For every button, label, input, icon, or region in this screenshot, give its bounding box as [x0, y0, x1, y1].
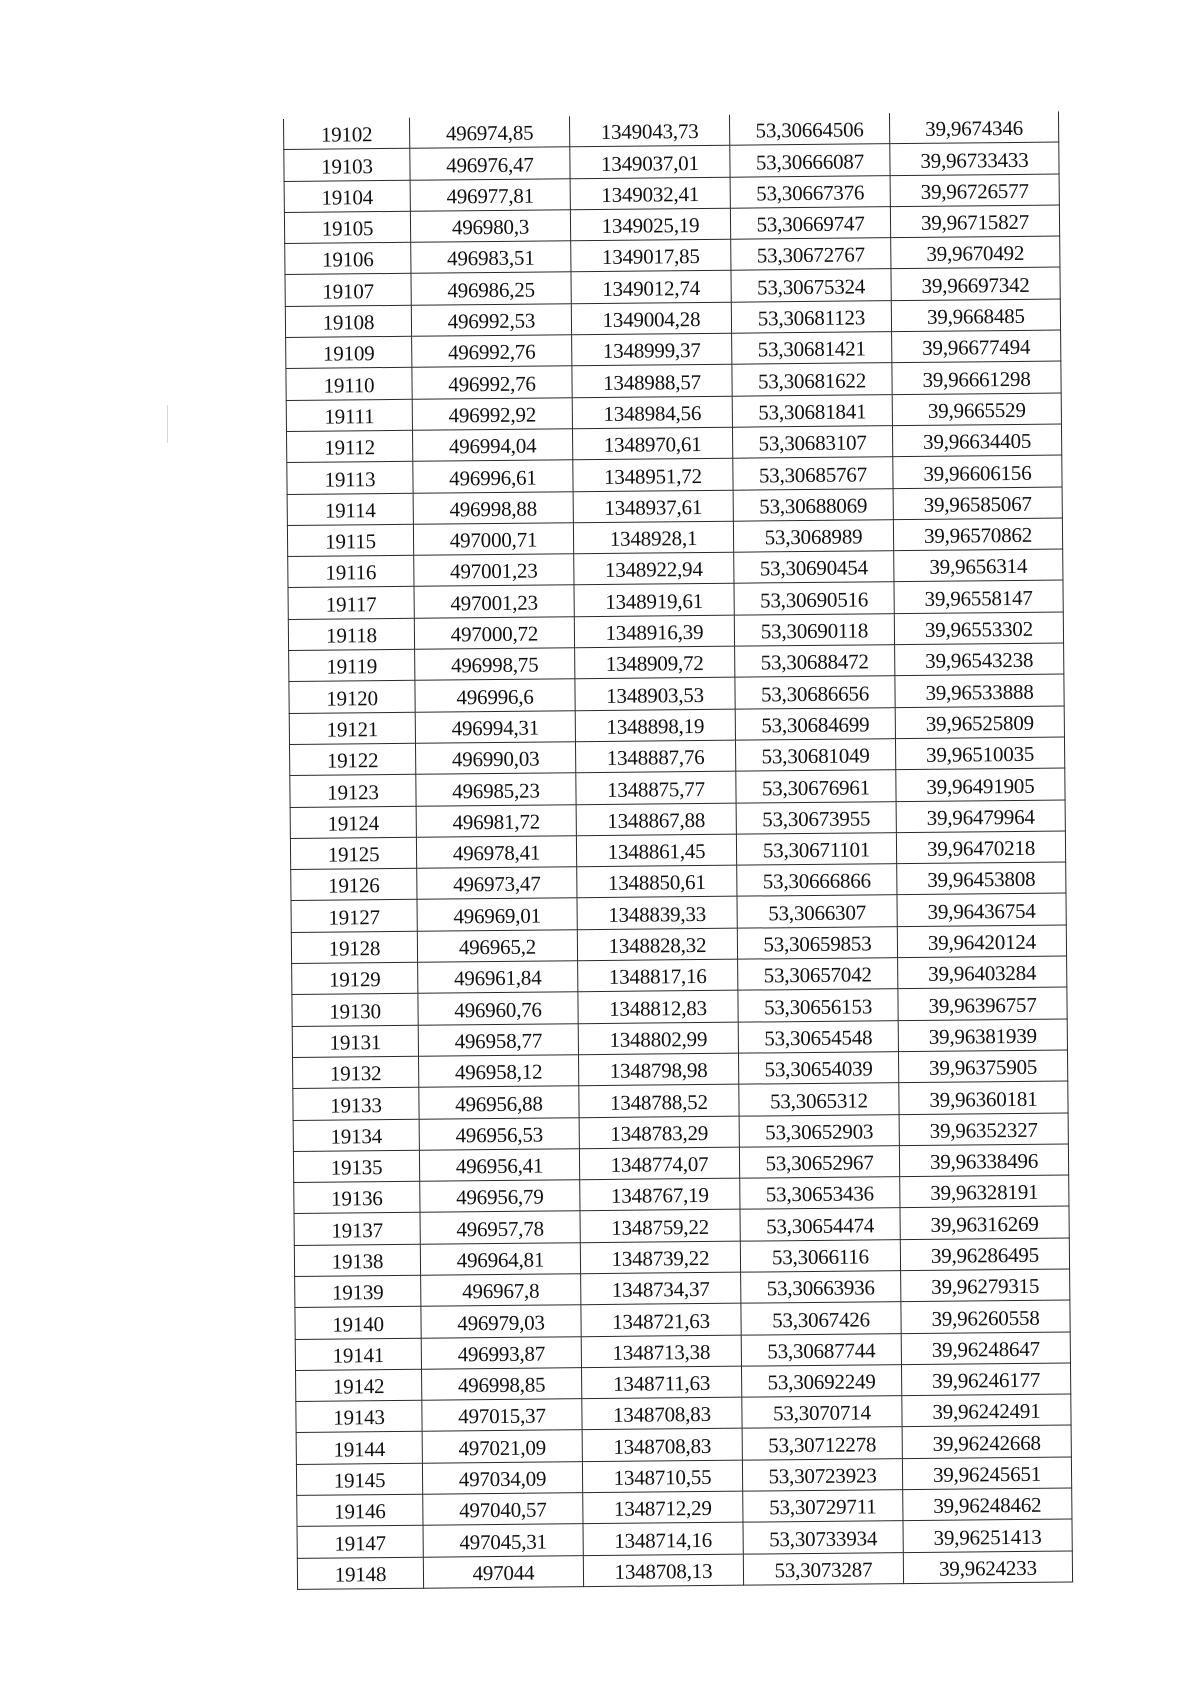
table-row: [297, 1551, 1072, 1590]
x-coordinate-cell: 497001,23: [414, 554, 574, 587]
point-number-cell: 19124: [290, 806, 416, 839]
x-coordinate-cell: 496956,79: [420, 1180, 580, 1213]
longitude-cell: 39,96715827: [890, 205, 1059, 238]
x-coordinate-cell: 496973,47: [417, 867, 577, 900]
x-coordinate-cell: 496998,75: [415, 648, 575, 681]
latitude-cell: 53,30657042: [738, 958, 898, 991]
x-coordinate-cell: 496974,85: [409, 116, 569, 148]
y-coordinate-cell: 1348708,83: [582, 1429, 742, 1462]
latitude-cell: 53,30681421: [732, 332, 892, 365]
latitude-cell: 53,30692249: [741, 1364, 901, 1397]
x-coordinate-cell: 496956,41: [419, 1148, 579, 1181]
y-coordinate-cell: 1348861,45: [576, 834, 736, 867]
longitude-cell: 39,96338496: [899, 1144, 1068, 1177]
latitude-cell: 53,30690454: [734, 551, 894, 584]
latitude-cell: 53,30687744: [741, 1333, 901, 1366]
x-coordinate-cell: 496964,81: [420, 1242, 580, 1275]
x-coordinate-cell: 496994,04: [412, 429, 572, 462]
latitude-cell: 53,30681049: [735, 739, 895, 772]
y-coordinate-cell: 1348898,19: [575, 709, 735, 742]
y-coordinate-cell: 1348767,19: [580, 1178, 740, 1211]
latitude-cell: 53,30652967: [739, 1145, 899, 1178]
x-coordinate-cell: 496992,53: [411, 304, 571, 337]
x-coordinate-cell: 496958,12: [419, 1055, 579, 1088]
x-coordinate-cell: 496980,3: [410, 210, 570, 243]
y-coordinate-cell: 1348916,39: [574, 615, 734, 648]
x-coordinate-cell: 497044: [423, 1555, 583, 1588]
latitude-cell: 53,3067426: [741, 1302, 901, 1335]
longitude-cell: 39,96396757: [898, 987, 1067, 1020]
y-coordinate-cell: 1349032,41: [570, 177, 730, 210]
y-coordinate-cell: 1348937,61: [573, 490, 733, 523]
latitude-cell: 53,30652903: [739, 1114, 899, 1147]
latitude-cell: 53,30686656: [735, 676, 895, 709]
y-coordinate-cell: 1348708,83: [582, 1397, 742, 1430]
y-coordinate-cell: 1348788,52: [579, 1084, 739, 1117]
longitude-cell: 39,96661298: [892, 361, 1061, 394]
point-number-cell: 19118: [288, 618, 414, 651]
longitude-cell: 39,96242491: [902, 1394, 1071, 1427]
point-number-cell: 19141: [295, 1338, 421, 1371]
point-number-cell: 19146: [297, 1494, 423, 1527]
y-coordinate-cell: 1348984,56: [572, 396, 732, 429]
latitude-cell: 53,30688472: [735, 645, 895, 678]
y-coordinate-cell: 1348999,37: [572, 333, 732, 366]
y-coordinate-cell: 1348802,99: [578, 1022, 738, 1055]
latitude-cell: 53,30723923: [742, 1458, 902, 1491]
y-coordinate-cell: 1348708,13: [583, 1554, 743, 1587]
point-number-cell: 19108: [285, 305, 411, 338]
latitude-cell: 53,30676961: [736, 770, 896, 803]
longitude-cell: 39,96251413: [903, 1519, 1072, 1552]
latitude-cell: 53,3070714: [742, 1396, 902, 1429]
y-coordinate-cell: 1348710,55: [582, 1460, 742, 1493]
longitude-cell: 39,96634405: [892, 424, 1061, 457]
point-number-cell: 19127: [291, 900, 417, 933]
y-coordinate-cell: 1348922,94: [574, 552, 734, 585]
y-coordinate-cell: 1348798,98: [578, 1053, 738, 1086]
point-number-cell: 19102: [283, 118, 409, 150]
x-coordinate-cell: 497034,09: [422, 1461, 582, 1494]
x-coordinate-cell: 497000,71: [413, 523, 573, 556]
latitude-cell: 53,30733934: [743, 1521, 903, 1554]
point-number-cell: 19134: [293, 1119, 419, 1152]
latitude-cell: 53,30654474: [740, 1208, 900, 1241]
longitude-cell: 39,96352327: [899, 1113, 1068, 1146]
x-coordinate-cell: 496958,77: [418, 1023, 578, 1056]
point-number-cell: 19143: [296, 1400, 422, 1433]
y-coordinate-cell: 1348951,72: [573, 458, 733, 491]
latitude-cell: 53,30666087: [730, 144, 890, 177]
x-coordinate-cell: 497045,31: [423, 1524, 583, 1557]
x-coordinate-cell: 496986,25: [411, 272, 571, 305]
point-number-cell: 19129: [292, 962, 418, 995]
latitude-cell: 53,30654039: [738, 1052, 898, 1085]
latitude-cell: 53,30690118: [734, 613, 894, 646]
y-coordinate-cell: 1348970,61: [572, 427, 732, 460]
y-coordinate-cell: 1349017,85: [571, 239, 731, 272]
latitude-cell: 53,30654548: [738, 1020, 898, 1053]
x-coordinate-cell: 496993,87: [421, 1336, 581, 1369]
longitude-cell: 39,96248462: [903, 1488, 1072, 1521]
latitude-cell: 53,30669747: [730, 207, 890, 240]
point-number-cell: 19131: [292, 1025, 418, 1058]
latitude-cell: 53,30667376: [730, 175, 890, 208]
point-number-cell: 19139: [295, 1275, 421, 1308]
x-coordinate-cell: 496957,78: [420, 1211, 580, 1244]
x-coordinate-cell: 496956,53: [419, 1117, 579, 1150]
point-number-cell: 19138: [294, 1244, 420, 1277]
point-number-cell: 19133: [293, 1087, 419, 1120]
longitude-cell: 39,96436754: [897, 893, 1066, 926]
latitude-cell: 53,3065312: [739, 1083, 899, 1116]
x-coordinate-cell: 496978,41: [416, 836, 576, 869]
y-coordinate-cell: 1348774,07: [579, 1147, 739, 1180]
x-coordinate-cell: 496983,51: [411, 241, 571, 274]
longitude-cell: 39,96286495: [900, 1238, 1069, 1271]
longitude-cell: 39,96375905: [898, 1050, 1067, 1083]
longitude-cell: 39,96697342: [891, 268, 1060, 301]
longitude-cell: 39,96453808: [897, 862, 1066, 895]
latitude-cell: 53,30663936: [741, 1271, 901, 1304]
point-number-cell: 19144: [296, 1432, 422, 1465]
x-coordinate-cell: 496985,23: [416, 773, 576, 806]
x-coordinate-cell: 496996,61: [413, 460, 573, 493]
x-coordinate-cell: 496998,88: [413, 491, 573, 524]
longitude-cell: 39,96248647: [901, 1332, 1070, 1365]
y-coordinate-cell: 1348817,16: [578, 959, 738, 992]
point-number-cell: 19113: [287, 462, 413, 495]
longitude-cell: 39,96570862: [893, 518, 1062, 551]
x-coordinate-cell: 496976,47: [410, 147, 570, 180]
longitude-cell: 39,96553302: [894, 612, 1063, 645]
longitude-cell: 39,96677494: [892, 330, 1061, 363]
point-number-cell: 19121: [289, 712, 415, 745]
point-number-cell: 19136: [294, 1181, 420, 1214]
latitude-cell: 53,30653436: [740, 1177, 900, 1210]
point-number-cell: 19132: [293, 1056, 419, 1089]
point-number-cell: 19137: [294, 1213, 420, 1246]
x-coordinate-cell: 496992,76: [412, 335, 572, 368]
y-coordinate-cell: 1348759,22: [580, 1210, 740, 1243]
latitude-cell: 53,30681622: [732, 363, 892, 396]
point-number-cell: 19109: [286, 336, 412, 369]
point-number-cell: 19116: [288, 555, 414, 588]
y-coordinate-cell: 1348903,53: [575, 678, 735, 711]
y-coordinate-cell: 1349043,73: [569, 115, 729, 147]
point-number-cell: 19115: [287, 524, 413, 557]
latitude-cell: 53,30690516: [734, 582, 894, 615]
latitude-cell: 53,30685767: [733, 457, 893, 490]
latitude-cell: 53,30672767: [731, 238, 891, 271]
latitude-cell: 53,30664506: [729, 113, 889, 145]
longitude-cell: 39,96479964: [896, 800, 1065, 833]
longitude-cell: 39,96726577: [890, 174, 1059, 207]
longitude-cell: 39,96360181: [899, 1081, 1068, 1114]
longitude-cell: 39,96733433: [890, 142, 1059, 175]
point-number-cell: 19147: [297, 1526, 423, 1559]
x-coordinate-cell: 496992,76: [412, 366, 572, 399]
point-number-cell: 19130: [292, 994, 418, 1027]
point-number-cell: 19142: [296, 1369, 422, 1402]
latitude-cell: 53,30688069: [733, 488, 893, 521]
x-coordinate-cell: 496998,85: [422, 1368, 582, 1401]
longitude-cell: 39,9624233: [903, 1551, 1072, 1584]
x-coordinate-cell: 496965,2: [417, 929, 577, 962]
point-number-cell: 19148: [297, 1557, 423, 1590]
point-number-cell: 19106: [285, 242, 411, 275]
longitude-cell: 39,96420124: [897, 925, 1066, 958]
latitude-cell: 53,30681123: [731, 300, 891, 333]
point-number-cell: 19103: [284, 149, 410, 182]
y-coordinate-cell: 1348712,29: [583, 1491, 743, 1524]
latitude-cell: 53,30712278: [742, 1427, 902, 1460]
point-number-cell: 19107: [285, 274, 411, 307]
point-number-cell: 19120: [289, 681, 415, 714]
x-coordinate-cell: 497021,09: [422, 1430, 582, 1463]
longitude-cell: 39,96558147: [894, 580, 1063, 613]
x-coordinate-cell: 497040,57: [423, 1493, 583, 1526]
longitude-cell: 39,96533888: [895, 674, 1064, 707]
latitude-cell: 53,3066307: [737, 895, 897, 928]
coordinates-table-container: [283, 116, 1058, 1590]
latitude-cell: 53,30683107: [732, 426, 892, 459]
point-number-cell: 19145: [296, 1463, 422, 1496]
longitude-cell: 39,96260558: [901, 1300, 1070, 1333]
y-coordinate-cell: 1348928,1: [573, 521, 733, 554]
longitude-cell: 39,96510035: [895, 737, 1064, 770]
latitude-cell: 53,3066116: [740, 1239, 900, 1272]
latitude-cell: 53,3068989: [733, 520, 893, 553]
point-number-cell: 19104: [284, 180, 410, 213]
longitude-cell: 39,96606156: [893, 455, 1062, 488]
point-number-cell: 19135: [293, 1150, 419, 1183]
longitude-cell: 39,9670492: [891, 236, 1060, 269]
margin-mark: [167, 405, 168, 443]
y-coordinate-cell: 1348812,83: [578, 990, 738, 1023]
longitude-cell: 39,9668485: [891, 299, 1060, 332]
y-coordinate-cell: 1348828,32: [577, 928, 737, 961]
point-number-cell: 19105: [284, 211, 410, 244]
latitude-cell: 53,30681841: [732, 394, 892, 427]
coordinates-table: [283, 112, 1073, 1590]
x-coordinate-cell: 496981,72: [416, 804, 576, 837]
y-coordinate-cell: 1348713,38: [581, 1335, 741, 1368]
longitude-cell: 39,96491905: [896, 768, 1065, 801]
longitude-cell: 39,96525809: [895, 706, 1064, 739]
latitude-cell: 53,30729711: [743, 1490, 903, 1523]
latitude-cell: 53,30666866: [737, 864, 897, 897]
y-coordinate-cell: 1348988,57: [572, 365, 732, 398]
latitude-cell: 53,3073287: [743, 1552, 903, 1585]
table-body: [283, 112, 1072, 1590]
longitude-cell: 39,96279315: [901, 1269, 1070, 1302]
y-coordinate-cell: 1349004,28: [571, 302, 731, 335]
y-coordinate-cell: 1348887,76: [575, 740, 735, 773]
longitude-cell: 39,96246177: [901, 1363, 1070, 1396]
point-number-cell: 19123: [290, 774, 416, 807]
x-coordinate-cell: 496969,01: [417, 898, 577, 931]
latitude-cell: 53,30675324: [731, 269, 891, 302]
y-coordinate-cell: 1348839,33: [577, 897, 737, 930]
x-coordinate-cell: 496979,03: [421, 1305, 581, 1338]
y-coordinate-cell: 1348721,63: [581, 1303, 741, 1336]
latitude-cell: 53,30684699: [735, 707, 895, 740]
x-coordinate-cell: 496961,84: [418, 961, 578, 994]
x-coordinate-cell: 496996,6: [415, 679, 575, 712]
latitude-cell: 53,30671101: [736, 832, 896, 865]
x-coordinate-cell: 496956,88: [419, 1086, 579, 1119]
point-number-cell: 19128: [291, 931, 417, 964]
point-number-cell: 19114: [287, 493, 413, 526]
point-number-cell: 19125: [290, 837, 416, 870]
y-coordinate-cell: 1348909,72: [575, 646, 735, 679]
y-coordinate-cell: 1348711,63: [581, 1366, 741, 1399]
point-number-cell: 19111: [286, 399, 412, 432]
latitude-cell: 53,30656153: [738, 989, 898, 1022]
y-coordinate-cell: 1348875,77: [576, 771, 736, 804]
x-coordinate-cell: 496960,76: [418, 992, 578, 1025]
longitude-cell: 39,96543238: [895, 643, 1064, 676]
y-coordinate-cell: 1348739,22: [580, 1241, 740, 1274]
longitude-cell: 39,96316269: [900, 1206, 1069, 1239]
x-coordinate-cell: 496990,03: [415, 742, 575, 775]
longitude-cell: 39,9656314: [894, 549, 1063, 582]
point-number-cell: 19119: [289, 649, 415, 682]
x-coordinate-cell: 496994,31: [415, 710, 575, 743]
point-number-cell: 19140: [295, 1307, 421, 1340]
y-coordinate-cell: 1348714,16: [583, 1523, 743, 1556]
y-coordinate-cell: 1349025,19: [570, 208, 730, 241]
y-coordinate-cell: 1349012,74: [571, 271, 731, 304]
x-coordinate-cell: 497000,72: [414, 616, 574, 649]
longitude-cell: 39,9665529: [892, 393, 1061, 426]
longitude-cell: 39,96245651: [902, 1457, 1071, 1490]
y-coordinate-cell: 1348867,88: [576, 803, 736, 836]
latitude-cell: 53,30659853: [737, 926, 897, 959]
point-number-cell: 19112: [286, 430, 412, 463]
point-number-cell: 19110: [286, 368, 412, 401]
longitude-cell: 39,96242668: [902, 1425, 1071, 1458]
longitude-cell: 39,96328191: [900, 1175, 1069, 1208]
longitude-cell: 39,9674346: [889, 112, 1058, 144]
y-coordinate-cell: 1348734,37: [581, 1272, 741, 1305]
y-coordinate-cell: 1348783,29: [579, 1116, 739, 1149]
y-coordinate-cell: 1349037,01: [570, 146, 730, 179]
point-number-cell: 19126: [291, 868, 417, 901]
point-number-cell: 19122: [290, 743, 416, 776]
longitude-cell: 39,96381939: [898, 1019, 1067, 1052]
y-coordinate-cell: 1348919,61: [574, 584, 734, 617]
x-coordinate-cell: 496977,81: [410, 178, 570, 211]
longitude-cell: 39,96403284: [898, 956, 1067, 989]
point-number-cell: 19117: [288, 587, 414, 620]
longitude-cell: 39,96470218: [896, 831, 1065, 864]
y-coordinate-cell: 1348850,61: [577, 865, 737, 898]
longitude-cell: 39,96585067: [893, 487, 1062, 520]
x-coordinate-cell: 496967,8: [421, 1274, 581, 1307]
x-coordinate-cell: 497001,23: [414, 585, 574, 618]
x-coordinate-cell: 496992,92: [412, 397, 572, 430]
x-coordinate-cell: 497015,37: [422, 1399, 582, 1432]
latitude-cell: 53,30673955: [736, 801, 896, 834]
